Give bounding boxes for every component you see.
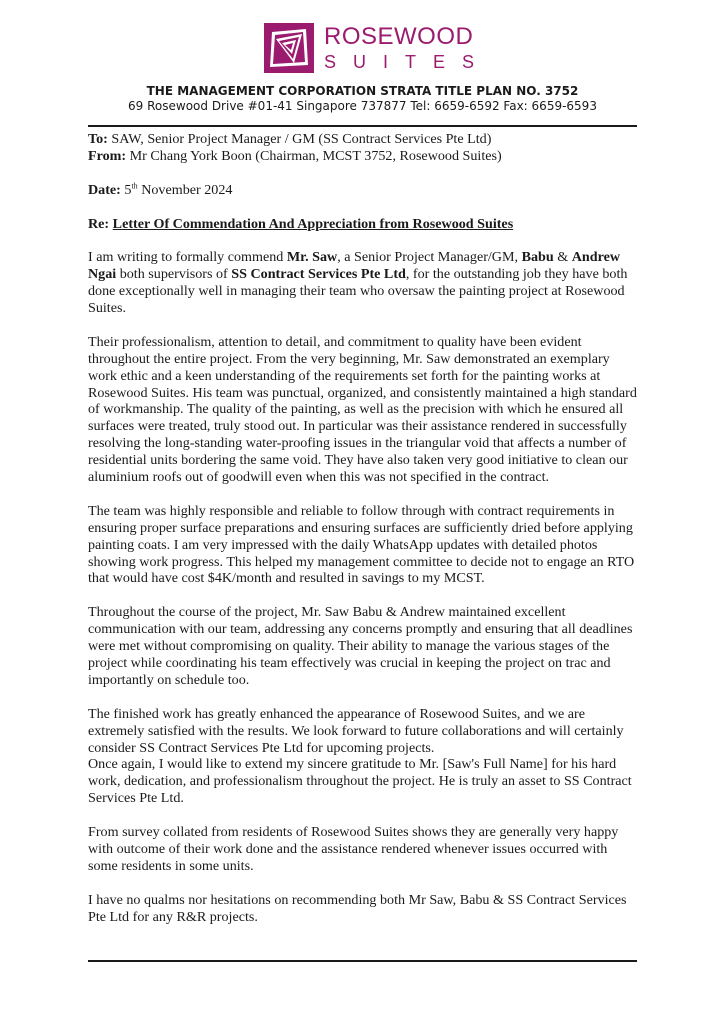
from-label: From:: [88, 147, 127, 164]
text-run: , a Senior Project Manager/GM,: [337, 249, 522, 266]
to-label: To:: [88, 131, 108, 147]
paragraph-introduction: [88, 249, 638, 317]
text-run: Once again, I would like to extend my sincere gratitude to Mr. [Saw's Full Name] for his hard work, dedication, and professionalism throughout the project. He is truly an asset to SS Contract Services Pte Ltd.: [88, 756, 632, 807]
header-divider: [88, 125, 637, 127]
rosewood-logo: [264, 23, 491, 73]
date-day: 5: [120, 181, 132, 198]
from-value: Mr Chang York Boon (Chairman, MCST 3752, Rosewood Suites): [126, 147, 502, 164]
organization-address: 69 Rosewood Drive #01-41 Singapore 737877 Tel: 6659-6592 Fax: 6659-6593: [128, 99, 597, 113]
subject-text: Letter Of Commendation And Appreciation from Rosewood Suites: [112, 215, 514, 232]
letter-body: [88, 131, 638, 942]
text-run: both supervisors of: [116, 266, 232, 283]
name-mr-saw: Mr. Saw: [286, 249, 338, 266]
rosewood-emblem-icon: [264, 23, 314, 73]
date-month-year: November 2024: [137, 181, 233, 198]
date-line: [88, 182, 638, 199]
paragraph-professionalism: Their professionalism, attention to detail, and commitment to quality have been evident throughout the entire project. From the very beginning, Mr. Saw demonstrated an exemplary work ethic and a keen understanding of the requirements set forth for the painting works at Rosewood Suites. His team was punctual, organized, and consistently maintained a high standard of workmanship. The quality of the painting, as well as the precision with which he ensured all surfaces were treated, truly stood out. In particular was their assistance rendered in successfully resolving the long-standing water-proofing issues in the triangular void that affects a number of residential units bordering the same void. They have also taken very good initiative to clean our aluminium roofs out of goodwill even when this was not specified in the contract.: [88, 333, 637, 486]
brand-name: ROSEWOOD: [324, 22, 474, 50]
paragraph-communication: Throughout the course of the project, Mr. Saw Babu & Andrew maintained excellent communication with our team, addressing any concerns promptly and ensuring that all deadlines were met without compromising on quality. Their ability to manage the various stages of the project while coordinating his team effectively was crucial in keeping the project on trac and importantly on schedule too.: [88, 604, 633, 688]
paragraph-survey: From survey collated from residents of Rosewood Suites shows they are generally very happy with outcome of their work done and the assistance rendered whenever issues occurred with some residents in some units.: [88, 824, 619, 874]
from-line: [88, 148, 502, 164]
organization-title: THE MANAGEMENT CORPORATION STRATA TITLE PLAN NO. 3752: [146, 84, 579, 98]
name-andrew-ngai: Andrew Ngai: [88, 249, 621, 283]
brand-subname: SUITES: [324, 51, 492, 72]
paragraph-recommendation: I have no qualms nor hesitations on recommending both Mr Saw, Babu & SS Contract Services Pte Ltd for any R&R projects.: [88, 891, 627, 925]
text-run: , for the outstanding job they have both done exceptionally well in managing their team who oversaw the painting project at Rosewood Suites.: [88, 266, 628, 317]
address-block: [88, 131, 638, 165]
to-value: SAW, Senior Project Manager / GM (SS Contract Services Pte Ltd): [107, 131, 492, 147]
paragraph-results: [88, 706, 638, 807]
date-label: Date:: [88, 181, 121, 198]
text-run: I am writing to formally commend: [88, 249, 287, 266]
date-suffix: th: [131, 181, 138, 191]
name-babu: Babu: [521, 249, 554, 266]
paragraph-responsibility: The team was highly responsible and reliable to follow through with contract requirements in ensuring proper surface preparations and ensuring surfaces are sufficiently dried before applying painting coats. I am very impressed with the daily WhatsApp updates with detailed photos showing work progress. This helped my management committee to decide not to engage an RTO that would have cost $4K/month and resulted in savings to my MCST.: [88, 502, 635, 587]
footer-divider: [88, 960, 637, 962]
to-line: [88, 131, 491, 147]
text-run: &: [553, 249, 572, 266]
subject-line: [88, 216, 638, 233]
company-name: SS Contract Services Pte Ltd: [231, 266, 406, 283]
text-run: The finished work has greatly enhanced the appearance of Rosewood Suites, and we are extremely satisfied with the results. We look forward to future collaborations and will certainly consider SS Contract Services Pte Ltd for upcoming projects.: [88, 705, 624, 756]
subject-label: Re:: [88, 215, 110, 232]
